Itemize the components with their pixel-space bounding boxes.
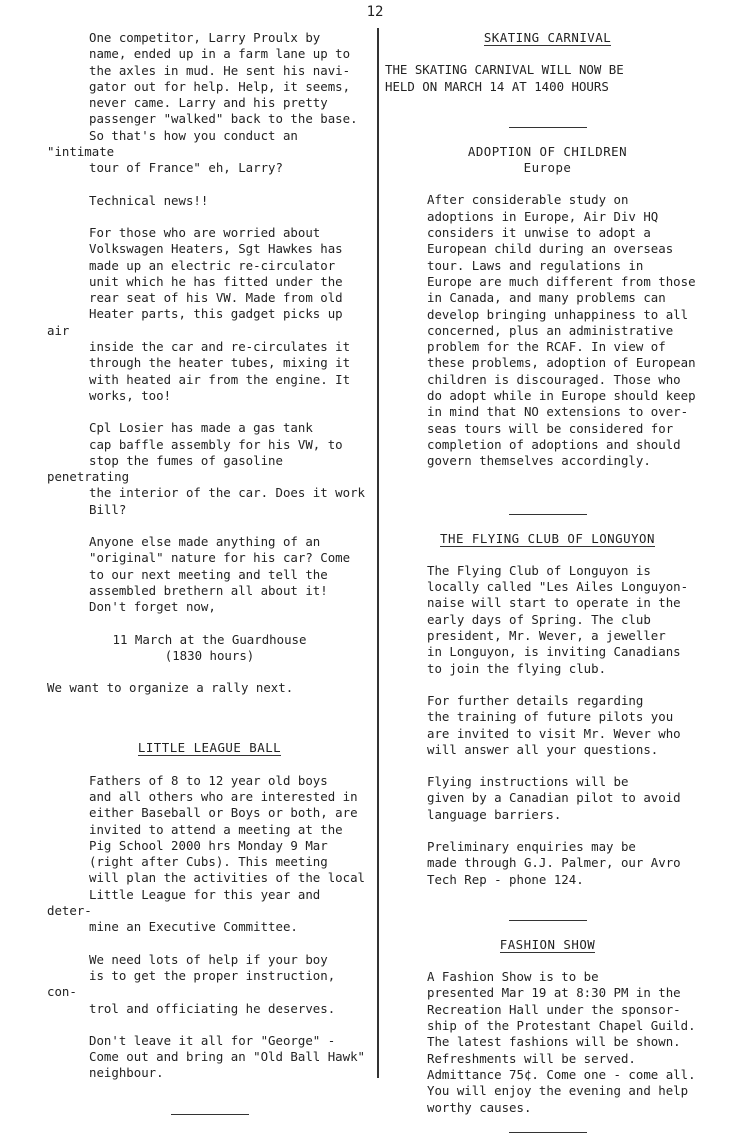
paragraph-vw-heaters bbox=[47, 225, 372, 404]
text-line: Anyone else made anything of an bbox=[89, 534, 321, 550]
text-line: Europe bbox=[523, 160, 572, 176]
text-line: considers it unwise to adopt a bbox=[427, 225, 651, 241]
text-line: the interior of the car. Does it work bbox=[89, 485, 366, 501]
text-line: the axles in mud. He sent his navi- bbox=[89, 62, 351, 78]
text-line: Volkswagen Heaters, Sgt Hawkes has bbox=[89, 241, 343, 257]
text-line: adoptions in Europe, Air Div HQ bbox=[427, 208, 659, 224]
text-line: Flying instructions will be bbox=[427, 774, 629, 790]
text-line: cap baffle assembly for his VW, to bbox=[89, 436, 343, 452]
text-line: unit which he has fitted under the bbox=[89, 273, 343, 289]
paragraph-little-league-meeting bbox=[47, 773, 372, 936]
text-line: and all others who are interested in bbox=[89, 788, 358, 804]
text-line: rear seat of his VW. Made from old bbox=[89, 290, 343, 306]
text-line: given by a Canadian pilot to avoid bbox=[427, 790, 681, 806]
text-line: are invited to visit Mr. Wever who bbox=[427, 725, 681, 741]
paragraph-larry-proulx bbox=[47, 30, 372, 177]
text-line: these problems, adoption of European bbox=[427, 355, 696, 371]
text-line: tour. Laws and regulations in bbox=[427, 257, 644, 273]
heading-flying-club: THE FLYING CLUB OF LONGUYON bbox=[440, 530, 655, 546]
page-number: 12 bbox=[366, 4, 384, 20]
text-line: is to get the proper instruction, con- bbox=[47, 967, 336, 1000]
text-line: Europe are much different from those bbox=[427, 273, 696, 289]
text-line: 11 March at the Guardhouse bbox=[112, 631, 307, 647]
text-line: For further details regarding bbox=[427, 692, 644, 708]
text-line: The latest fashions will be shown. bbox=[427, 1034, 681, 1050]
text-line: Don't leave it all for "George" - bbox=[89, 1032, 336, 1048]
text-line: Recreation Hall under the sponsor- bbox=[427, 1001, 681, 1017]
text-line: Bill? bbox=[89, 501, 127, 517]
text-line: in Longuyon, is inviting Canadians bbox=[427, 644, 681, 660]
text-line: (right after Cubs). This meeting bbox=[89, 854, 328, 870]
text-line: presented Mar 19 at 8:30 PM in the bbox=[427, 985, 681, 1001]
text-line: name, ended up in a farm lane up to bbox=[89, 46, 351, 62]
text-line: concerned, plus an administrative bbox=[427, 322, 674, 338]
text-line: Refreshments will be served. bbox=[427, 1050, 636, 1066]
text-line: either Baseball or Boys or both, are bbox=[89, 805, 358, 821]
text-line: Little League for this year and deter- bbox=[47, 886, 321, 919]
paragraph-fashion-show bbox=[385, 969, 710, 1116]
text-line: THE SKATING CARNIVAL WILL NOW BE bbox=[385, 62, 624, 78]
text-line: children is discouraged. Those who bbox=[427, 371, 681, 387]
text-line: The Flying Club of Longuyon is bbox=[427, 562, 651, 578]
heading-adoption bbox=[385, 144, 710, 177]
text-line: locally called "Les Ailes Longuyon- bbox=[427, 579, 689, 595]
text-line: develop bringing unhappiness to all bbox=[427, 306, 689, 322]
text-line: completion of adoptions and should bbox=[427, 436, 681, 452]
heading-skating-carnival: SKATING CARNIVAL bbox=[483, 30, 612, 45]
text-line: the training of future pilots you bbox=[427, 709, 674, 725]
text-line: works, too! bbox=[89, 387, 172, 403]
text-line: Heater parts, this gadget picks up air bbox=[47, 306, 343, 338]
paragraph-need-help bbox=[47, 952, 372, 1017]
text-line: stop the fumes of gasoline penetrating bbox=[47, 452, 283, 485]
paragraph-flying-enquiries bbox=[385, 839, 710, 888]
left-column bbox=[47, 30, 372, 1115]
text-line: problem for the RCAF. In view of bbox=[427, 339, 666, 355]
text-line: For those who are worried about bbox=[89, 224, 321, 240]
text-line: president, Mr. Wever, a jeweller bbox=[427, 628, 666, 644]
paragraph-george bbox=[47, 1033, 372, 1082]
text-line: (1830 hours) bbox=[164, 647, 255, 663]
text-line: Come out and bring an "Old Ball Hawk" bbox=[89, 1049, 366, 1065]
text-line: made up an electric re-circulator bbox=[89, 257, 336, 273]
text-line: Cpl Losier has made a gas tank bbox=[89, 420, 313, 436]
text-line: One competitor, Larry Proulx by bbox=[89, 30, 321, 45]
text-line: seas tours will be considered for bbox=[427, 420, 674, 436]
text-line: A Fashion Show is to be bbox=[427, 969, 599, 985]
text-line: Don't forget now, bbox=[89, 599, 216, 615]
text-line: So that's how you conduct an "intimate bbox=[47, 127, 298, 160]
column-divider bbox=[377, 28, 379, 1078]
paragraph-flying-instructions bbox=[385, 774, 710, 823]
text-line: assembled brethern all about it! bbox=[89, 582, 328, 598]
text-line: mine an Executive Committee. bbox=[89, 919, 298, 935]
paragraph-flying-club bbox=[385, 563, 710, 677]
text-line: Tech Rep - phone 124. bbox=[427, 871, 584, 887]
text-line: in Canada, and many problems can bbox=[427, 290, 666, 306]
text-line: gator out for help. Help, it seems, bbox=[89, 78, 351, 94]
text-line: Preliminary enquiries may be bbox=[427, 838, 636, 854]
skating-notice bbox=[385, 62, 710, 95]
text-line: never came. Larry and his pretty bbox=[89, 95, 328, 111]
text-line: will answer all your questions. bbox=[427, 741, 659, 757]
text-line: Pig School 2000 hrs Monday 9 Mar bbox=[89, 837, 328, 853]
paragraph-adoption bbox=[385, 192, 710, 469]
text-line: ship of the Protestant Chapel Guild. bbox=[427, 1018, 696, 1034]
heading-fashion-show: FASHION SHOW bbox=[499, 936, 596, 952]
text-line: early days of Spring. The club bbox=[427, 611, 651, 627]
text-line: worthy causes. bbox=[427, 1099, 532, 1115]
text-line: neighbour. bbox=[89, 1065, 164, 1081]
rally-note: We want to organize a rally next. bbox=[47, 680, 294, 696]
text-line: Fathers of 8 to 12 year old boys bbox=[89, 772, 328, 788]
text-line: After considerable study on bbox=[427, 192, 629, 208]
text-line: to our next meeting and tell the bbox=[89, 566, 328, 582]
right-column bbox=[385, 30, 710, 1133]
paragraph-gas-tank bbox=[47, 420, 372, 518]
text-line: tour of France" eh, Larry? bbox=[89, 160, 283, 176]
text-line: naise will start to operate in the bbox=[427, 595, 681, 611]
text-line: trol and officiating he deserves. bbox=[89, 1000, 336, 1016]
text-line: with heated air from the engine. It bbox=[89, 371, 351, 387]
text-line: through the heater tubes, mixing it bbox=[89, 355, 351, 371]
text-line: "original" nature for his car? Come bbox=[89, 550, 351, 566]
meeting-details bbox=[47, 632, 372, 665]
section-rule bbox=[171, 1114, 249, 1115]
text-line: in mind that NO extensions to over- bbox=[427, 404, 689, 420]
text-line: We need lots of help if your boy bbox=[89, 951, 328, 967]
text-line: will plan the activities of the local bbox=[89, 870, 366, 886]
text-line: HELD ON MARCH 14 AT 1400 HOURS bbox=[385, 78, 609, 94]
text-line: inside the car and re-circulates it bbox=[89, 339, 351, 355]
text-line: You will enjoy the evening and help bbox=[427, 1083, 689, 1099]
text-line: invited to attend a meeting at the bbox=[89, 821, 343, 837]
technical-news: Technical news!! bbox=[89, 192, 209, 208]
text-line: Admittance 75¢. Come one - come all. bbox=[427, 1066, 696, 1082]
text-line: govern themselves accordingly. bbox=[427, 453, 651, 469]
text-line: made through G.J. Palmer, our Avro bbox=[427, 855, 681, 871]
heading-little-league: LITTLE LEAGUE BALL bbox=[137, 740, 282, 756]
text-line: European child during an overseas bbox=[427, 241, 674, 257]
text-line: to join the flying club. bbox=[427, 660, 607, 676]
text-line: passenger "walked" back to the base. bbox=[89, 111, 358, 127]
text-line: ADOPTION OF CHILDREN bbox=[467, 143, 628, 159]
text-line: do adopt while in Europe should keep bbox=[427, 388, 696, 404]
text-line: language barriers. bbox=[427, 806, 562, 822]
paragraph-meeting-invite bbox=[47, 534, 372, 615]
paragraph-flying-details bbox=[385, 693, 710, 758]
